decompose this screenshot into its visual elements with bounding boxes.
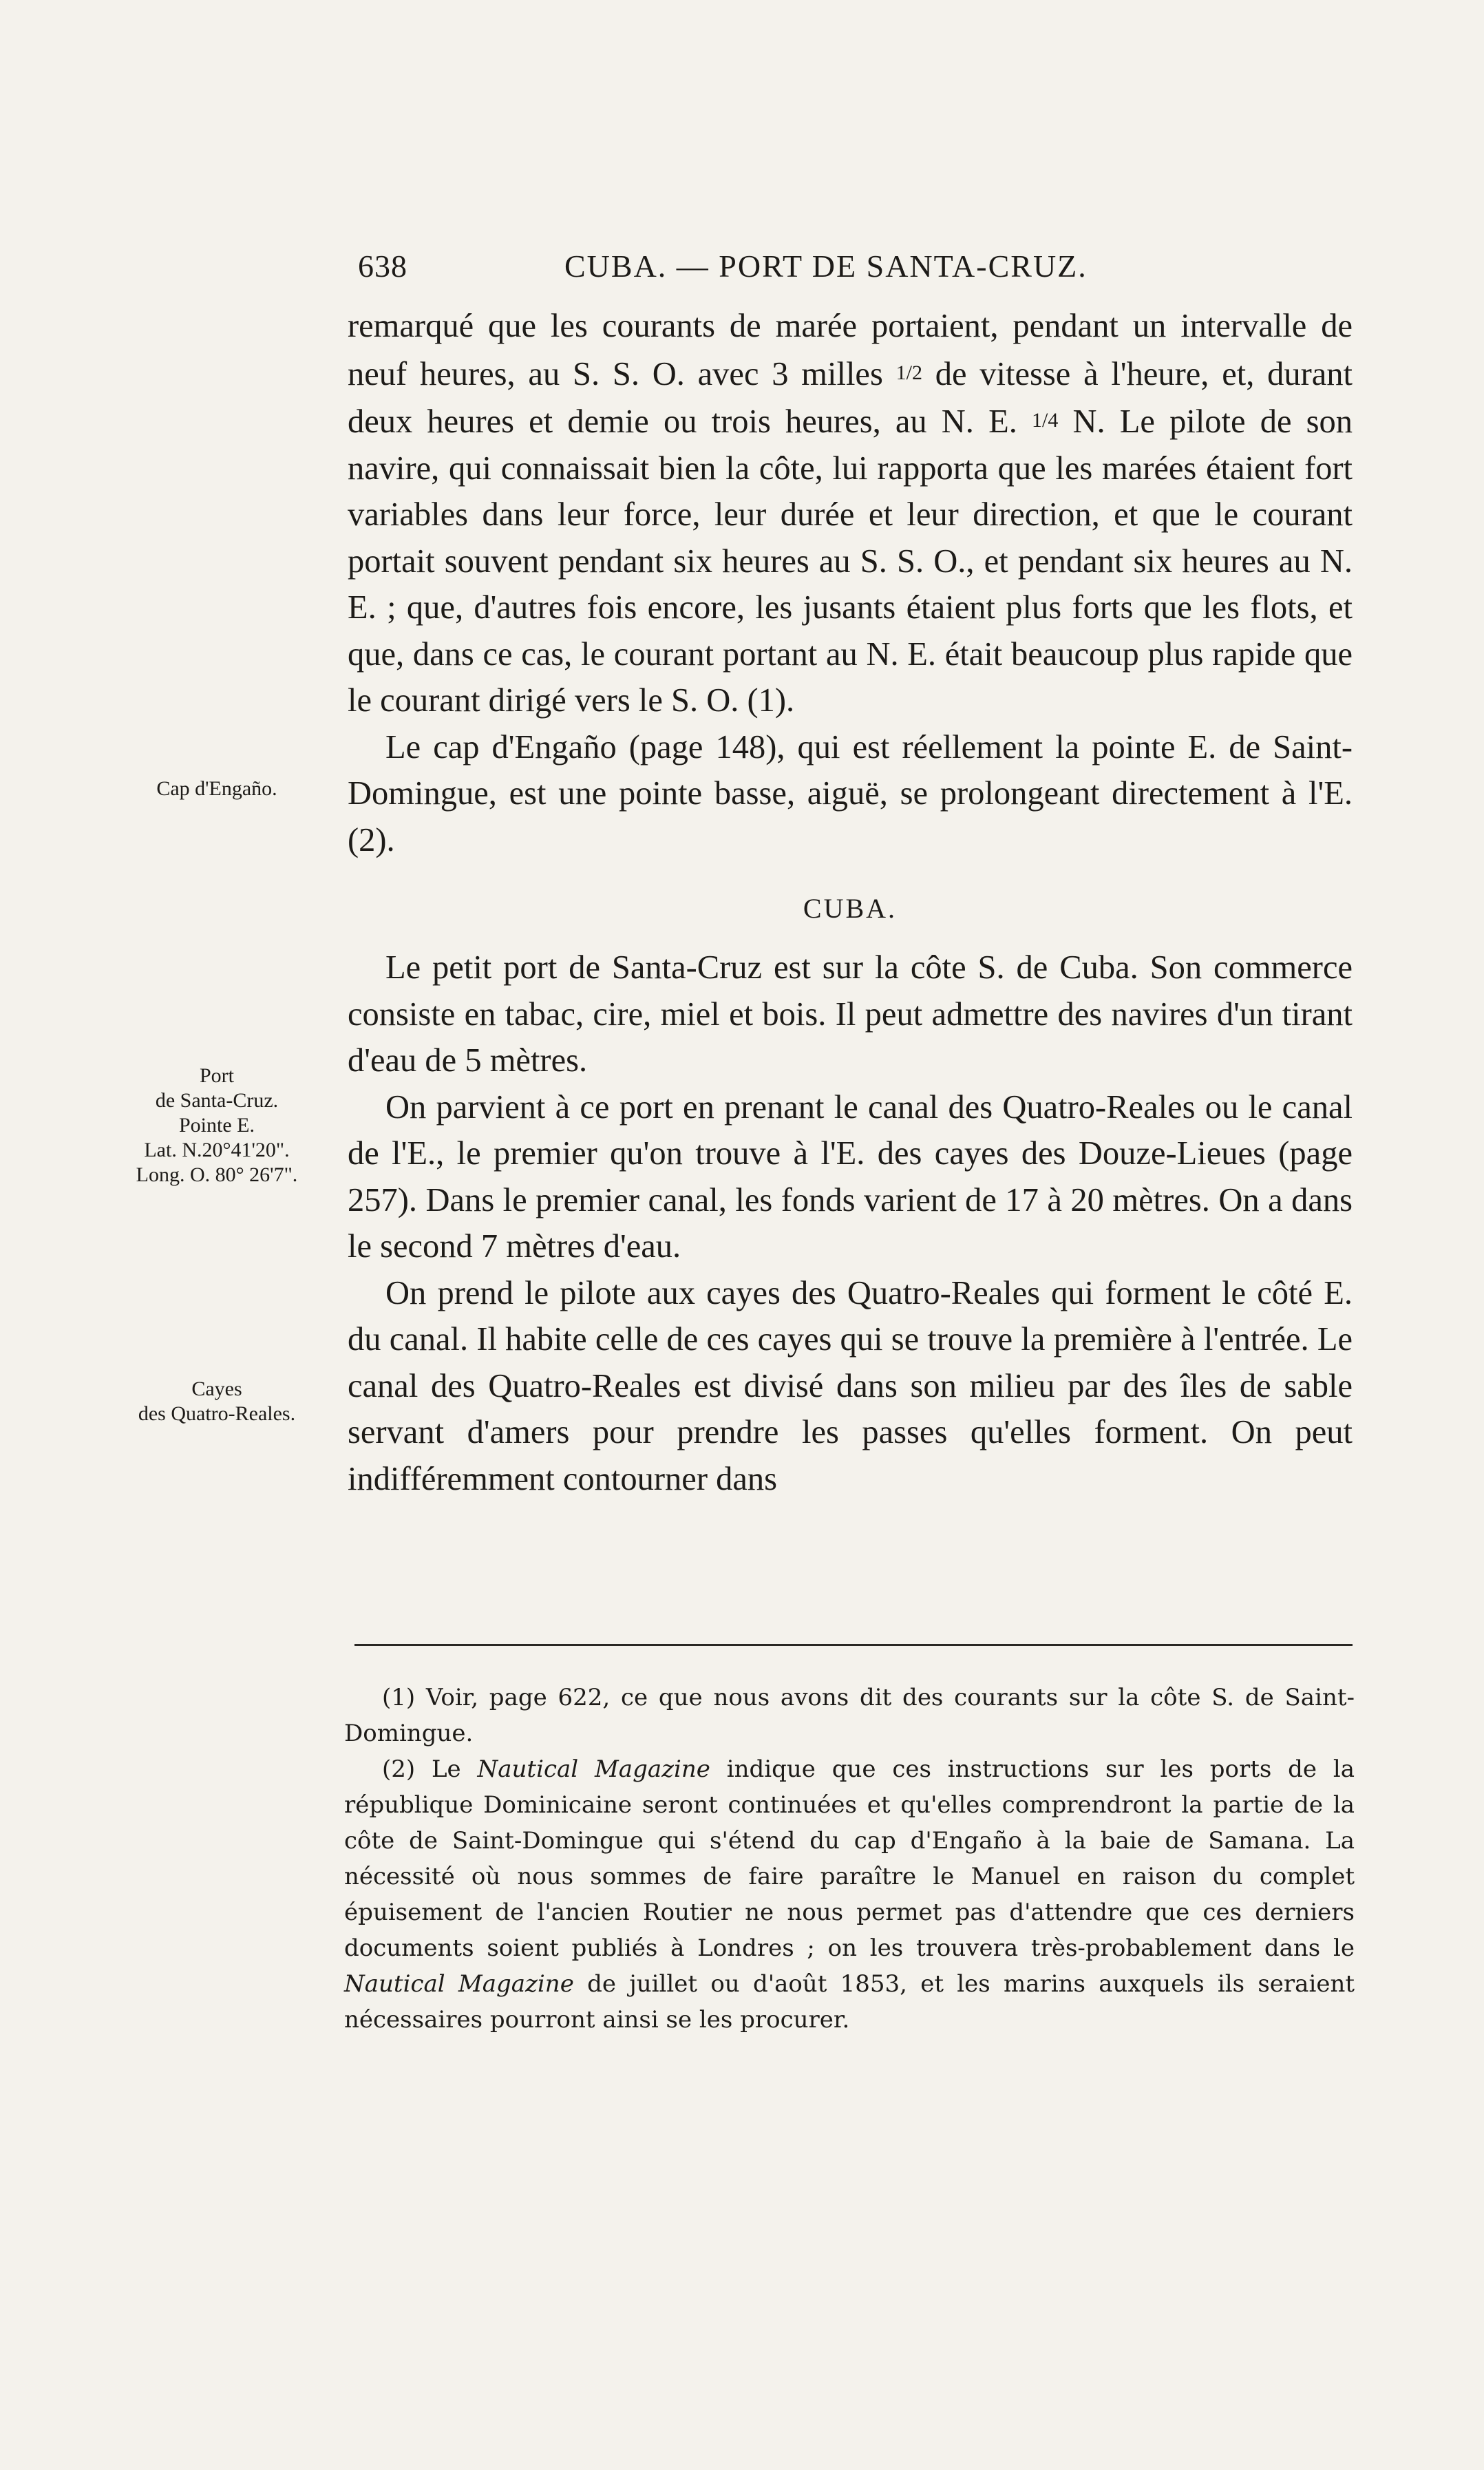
footnote-1: (1) Voir, page 622, ce que nous avons dit des courants sur la côte S. de Saint-Domingue. xyxy=(344,1684,1355,1747)
margin-note-text: Pointe E. xyxy=(179,1114,255,1137)
margin-note-text: de Santa-Cruz. xyxy=(155,1089,279,1112)
paragraph-approach: On parvient à ce port en prenant le canal des Quatro-Reales ou le canal de l'E., le premier qu'on trouve à l'E. des cayes des Douze-Lieues (page 257). Dans le premier canal, les fonds varient de 17 à 20 mètres. On a dans le second 7 mètres d'eau. xyxy=(348,1088,1353,1265)
margin-note-text: Port xyxy=(199,1064,234,1087)
footnote-divider xyxy=(354,1644,1353,1646)
footnotes xyxy=(344,1680,1355,2038)
main-text xyxy=(348,303,1353,1502)
running-title: CUBA. — PORT DE SANTA-CRUZ. xyxy=(564,249,1088,284)
text-run: remarqué que les courants de marée portaient, pendant un intervalle de neuf heures, au S. S. O. avec 3 milles xyxy=(348,308,1353,392)
fraction: 1/4 xyxy=(1032,409,1059,432)
paragraph-currents xyxy=(348,303,1353,724)
text-run: N. Le pilote de son navire, qui connaissait bien la côte, lui rapporta que les marées étaient fort variables dans leur force, leur durée et leur direction, et que le courant portait souvent pendant six heures au S. S. O., et pendant six heures au N. E. ; que, d'autres fois encore, les jusants étaient plus forts que les flots, et que, dans ce cas, le courant portant au N. E. était beaucoup plus rapide que le courant dirigé vers le S. O. (1). xyxy=(348,403,1353,719)
italic-title: Nautical Magazine xyxy=(477,1755,710,1783)
margin-note-text: Cap d'Engaño. xyxy=(156,777,277,800)
text-run: de juillet ou d'août 1853, et les marins auxquels ils seraient nécessaires pourront ainsi se les procurer. xyxy=(344,1970,1355,2034)
margin-note-text: Long. O. 80° 26'7". xyxy=(136,1163,298,1186)
text-run: (2) Le xyxy=(382,1755,478,1783)
margin-note-text: des Quatro-Reales. xyxy=(138,1402,296,1425)
margin-note-port xyxy=(103,1064,330,1188)
text-run: indique que ces instructions sur les ports de la république Dominicaine seront continuées et qu'elles comprendront la partie de la côte de Saint-Domingue qui s'étend du cap d'Engaño à la baie de Samana. La nécessité où nous sommes de faire paraître le Manuel en raison du complet épuisement de l'ancien Routier ne nous permet pas d'attendre que ces derniers documents soient publiés à Londres ; on les trouvera très-probablement dans le xyxy=(344,1755,1355,1962)
text-run: de vitesse à l'heure, et, durant deux heures et demie ou trois heures, au N. E. xyxy=(348,355,1353,440)
fraction: 1/2 xyxy=(895,361,922,384)
paragraph-pilot: On prend le pilote aux cayes des Quatro-Reales qui forment le côté E. du canal. Il habite celle de ces cayes qui se trouve la première à l'entrée. Le canal des Quatro-Reales est divisé dans son milieu par des îles de sable servant d'amers pour prendre les passes qu'elles forment. On peut indifféremment contourner dans xyxy=(348,1274,1353,1497)
margin-note-cayes xyxy=(103,1377,330,1426)
margin-note-text: Cayes xyxy=(191,1378,242,1400)
footnote-2 xyxy=(344,1751,1355,2038)
margin-note-cap-engano xyxy=(103,777,330,801)
paragraph-santa-cruz: Le petit port de Santa-Cruz est sur la côte S. de Cuba. Son commerce consiste en tabac, cire, miel et bois. Il peut admettre des navires d'un tirant d'eau de 5 mètres. xyxy=(348,949,1353,1079)
page-number: 638 xyxy=(358,249,407,284)
margin-note-text: Lat. N.20°41'20". xyxy=(144,1139,290,1161)
paragraph-cap-engano: Le cap d'Engaño (page 148), qui est réellement la pointe E. de Saint-Domingue, est une pointe basse, aiguë, se prolongeant directement à l'E. (2). xyxy=(348,728,1353,858)
section-heading: CUBA. xyxy=(803,893,898,924)
italic-title: Nautical Magazine xyxy=(344,1970,574,1998)
